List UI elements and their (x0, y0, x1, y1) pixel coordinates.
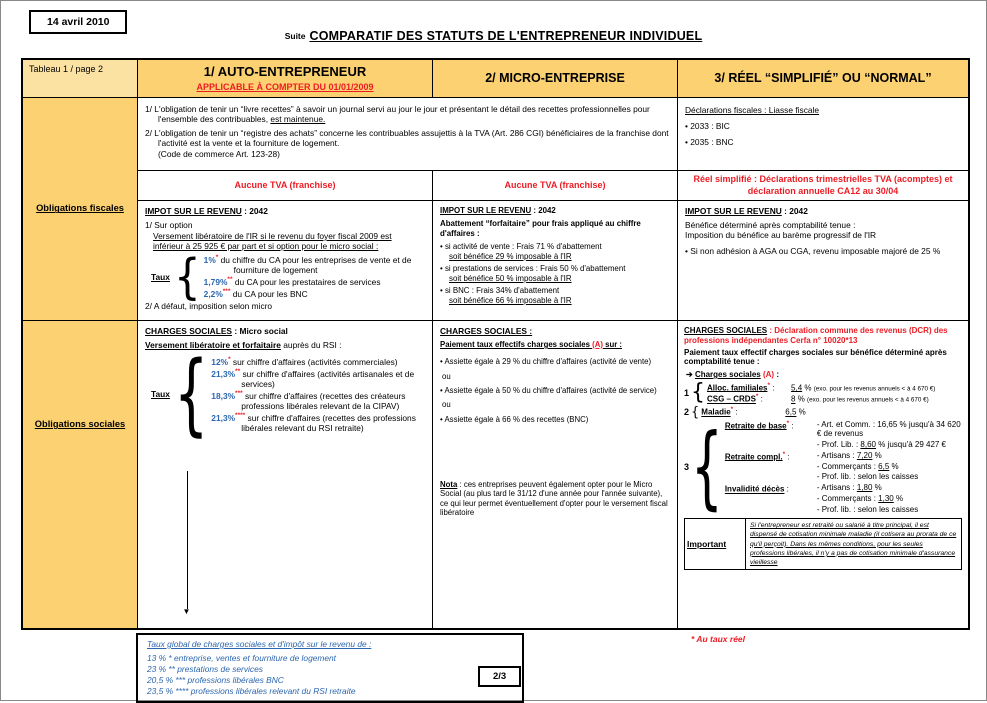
detail-line (817, 472, 962, 482)
impot-cell-micro (433, 201, 678, 321)
charge-value: 8 (791, 394, 796, 404)
asterisk-marker: * (215, 254, 219, 262)
fiscal-common-cell (138, 98, 678, 171)
taux-pct: 18,3% (211, 390, 236, 401)
assiette-item: • Assiette égale à 66 % des recettes (BNC) (440, 414, 589, 424)
impot2-heading-text: IMPOT SUR LE REVENU (440, 206, 532, 215)
item2-text: 2/ L'obligation de tenir un “registre des achats” concerne les contribuables assujettis à la TVA (Art. 286 CGI) bénéficiaires de la franchise dont l'activité est la vente et la fourniture de logement. (145, 128, 669, 149)
taux-pct: 1% (203, 255, 216, 266)
detail-underlined: 7,20 (856, 450, 873, 460)
comparison-table (21, 58, 970, 630)
impot3-line2: Imposition du bénéfice au barème progressif de l'IR (685, 230, 877, 241)
abattement-main: • si prestations de services : Frais 50 % d'abattement (440, 264, 626, 274)
retraite-compl-item (725, 451, 962, 483)
impot1-heading-text: IMPOT SUR LE REVENU (145, 206, 242, 216)
taux-text: du chiffre du CA pour les entreprises de vente et de fourniture de logement (220, 255, 412, 276)
global-rates-box (136, 633, 524, 703)
taux-pct: 2,2% (203, 288, 223, 299)
taux-item (204, 254, 422, 275)
title-prefix: Suite (284, 31, 306, 41)
detail-underlined: 1,80 (856, 483, 873, 493)
page-title: COMPARATIF DES STATUTS DE L'ENTREPRENEUR INDIVIDUEL (309, 29, 703, 43)
charge-details (817, 483, 962, 515)
charge-line (707, 393, 935, 404)
detail-text: - Prof. Lib. : (816, 440, 861, 450)
tva-text-micro: Aucune TVA (franchise) (504, 179, 606, 190)
asterisk-marker: ** (235, 368, 241, 376)
detail-post: % (872, 450, 882, 460)
charge-label: Invalidité décès (724, 484, 785, 494)
impot3-heading-suffix: : 2042 (781, 206, 808, 216)
detail-text: - Artisans : (816, 450, 857, 460)
detail-post: % (893, 493, 904, 503)
item1-text: 1/ L'obligation de tenir un “livre recettes” à savoir un journal servi au jour le jour et présentant le détail des recettes professionnelles pour l'ensemble des contribuables, (145, 104, 650, 125)
abattement-item (440, 264, 670, 283)
asterisk-marker: * (782, 450, 786, 458)
column-header-micro-entreprise (433, 60, 678, 98)
taux-text: sur chiffre d'affaires (activités artisanales et de services) (241, 368, 415, 389)
impot1-taux-group (151, 254, 425, 299)
assiette-item: • Assiette égale à 29 % du chiffre d'affaires (activité de vente) (440, 357, 652, 367)
charge-label: Alloc. familiales (707, 383, 768, 393)
detail-text: - Prof. lib. : selon les caisses (816, 504, 919, 514)
soc3-heading-text: CHARGES SOCIALES (684, 326, 768, 335)
taux-text: sur chiffre d'affaires (recettes des professions libérales relevant du RSI retraite) (241, 412, 416, 433)
taux-text: sur chiffre d'affaires (recettes des créateurs professions libérales relevant de la CIPAV) (241, 390, 406, 411)
detail-line (817, 505, 962, 515)
colon: : (785, 452, 790, 462)
document-title (1, 27, 986, 45)
impot3-line3: • Si non adhésion à AGA ou CGA, revenu imposable majoré de 25 % (685, 246, 941, 257)
impot2-heading-suffix: : 2042 (531, 206, 556, 215)
colon: : (733, 408, 738, 418)
abattement-sub: soit bénéfice 29 % imposable à l'IR (449, 251, 572, 261)
ou-separator: ou (442, 371, 451, 381)
col1-subtitle: APPLICABLE À COMPTER DU 01/01/2009 (196, 81, 374, 92)
soc3-heading (684, 326, 962, 346)
arrow-down-icon (187, 471, 188, 609)
detail-line (817, 440, 962, 450)
taux-text: du CA pour les BNC (232, 288, 308, 299)
impot2-heading (440, 206, 670, 215)
impot1-line3: 2/ A défaut, imposition selon micro (145, 301, 273, 312)
detail-underlined: 8,60 (860, 440, 876, 450)
taux-label: Taux (151, 389, 170, 400)
detail-text: - Prof. lib. : selon les caisses (816, 472, 919, 482)
asterisk-marker: ** (227, 276, 233, 284)
soc2-heading: CHARGES SOCIALES : (440, 326, 533, 336)
table-corner-cell (23, 60, 138, 98)
taux-item (211, 356, 425, 367)
charge-label-wrap (725, 451, 817, 483)
impot3-heading (685, 206, 961, 216)
soc1-line1-rest: auprès du RSI : (280, 340, 342, 351)
detail-line (817, 451, 962, 461)
soc2-nota (440, 480, 670, 517)
abattement-main: • si BNC : Frais 34% d'abattement (440, 286, 560, 296)
charge-label: CSG – CRDS (707, 394, 756, 404)
abattement-item (440, 286, 670, 305)
taux-pct: 1,79% (203, 277, 228, 288)
detail-post: % jusqu'à 29 427 € (875, 440, 947, 450)
soc3-charges-line (686, 370, 962, 380)
asterisk-marker: **** (235, 411, 246, 419)
soc1-line1-underlined: Versement libératoire et forfaitaire (145, 340, 281, 351)
soc1-heading-suffix: : Micro social (232, 326, 288, 336)
left-brace-icon (174, 253, 201, 301)
item1-underlined: est maintenue. (270, 114, 326, 125)
global-rate-line: 23,5 % **** professions libérales relevant du RSI retraite (147, 685, 356, 696)
abattement-sub: soit bénéfice 66 % imposable à l'IR (449, 295, 572, 305)
obligations-fiscales-label: Obligations fiscales (36, 203, 124, 214)
colon: : (784, 484, 789, 494)
corner-label: Tableau 1 / page 2 (29, 64, 104, 74)
charge-unit: % (796, 408, 806, 418)
column-header-auto-entrepreneur (138, 60, 433, 98)
detail-line (817, 494, 962, 504)
soc2-marker-a: (A) (592, 340, 603, 350)
global-rate-line: 23 % ** prestations de services (147, 663, 263, 674)
charge-line (707, 382, 935, 393)
important-label: Important (687, 539, 727, 550)
tva-cell-reel (678, 171, 968, 201)
detail-text: - Commerçants : (816, 461, 879, 471)
group-number: 2 (684, 406, 690, 417)
tva-cell-auto (138, 171, 433, 201)
charge-details (817, 420, 962, 451)
impot-cell-reel (678, 201, 968, 321)
soc1-heading (145, 326, 425, 336)
col2-title: 2/ MICRO-ENTREPRISE (485, 71, 625, 85)
group-3 (684, 420, 962, 516)
taux-item (204, 288, 422, 299)
social-cell-auto (138, 321, 433, 628)
row-label-obligations-fiscales (23, 98, 138, 321)
declaration-bic: • 2033 : BIC (685, 121, 730, 132)
asterisk-marker: *** (222, 288, 231, 296)
soc1-taux-items (211, 356, 425, 433)
asterisk-marker: * (767, 381, 771, 389)
group-number: 3 (684, 461, 690, 472)
social-cell-reel (678, 321, 968, 628)
abattement-sub: soit bénéfice 50 % imposable à l'IR (449, 273, 572, 283)
left-brace-icon (174, 350, 208, 439)
impot3-line1: Bénéfice déterminé après comptabilité tenue : (685, 220, 856, 231)
fiscal-common-note: (Code de commerce Art. 123-28) (158, 149, 280, 160)
important-box (684, 518, 962, 570)
charge-value: 6,5 (785, 408, 797, 418)
soc1-heading-text: CHARGES SOCIALES (145, 326, 233, 336)
row-label-obligations-sociales (23, 321, 138, 628)
date-text: 14 avril 2010 (47, 16, 110, 28)
fiscal-declarations-cell (678, 98, 968, 171)
arrow-right-icon (686, 370, 695, 379)
charges-sociales-label: Charges sociales (694, 370, 761, 379)
obligations-sociales-label: Obligations sociales (34, 419, 126, 429)
detail-post: % (889, 461, 899, 471)
retraite-base-item (725, 420, 962, 451)
soc2-intro-rest: sur : (602, 340, 622, 350)
impot3-heading-text: IMPOT SUR LE REVENU (685, 206, 782, 216)
important-text: Si l'entrepreneur est retraité ou salarié à titre principal, il est dispensé de cotisation minimale maladie (il cotisera au prorata de ce qu'il perçoit). Dans les mêmes conditions, pour les seules professions libérales, il n'y a pas de cotisation minimale d'assurance vieillesse (745, 519, 961, 569)
declarations-heading: Déclarations fiscales : Liasse fiscale (685, 105, 820, 115)
group-1-lines (707, 382, 935, 405)
exo-note: (exo. pour les revenus annuels < à 4 670 €) (813, 385, 936, 393)
tva-cell-micro (433, 171, 678, 201)
detail-line (817, 483, 962, 493)
colon: : (770, 383, 775, 393)
taux-item (204, 276, 422, 287)
taux-item (211, 390, 425, 411)
nota-text: : ces entreprises peuvent également opter pour le Micro Social (au plus tard le 31/12 d'une année pour l'année suivante), ce qui leur permet éventuellement d'opter pour le versement fiscal libératoire (440, 480, 668, 518)
col1-title: 1/ AUTO-ENTREPRENEUR (203, 64, 367, 80)
charge-label-wrap (725, 420, 817, 451)
important-label-wrap (685, 519, 745, 569)
impot1-line1: 1/ Sur option (145, 220, 193, 231)
ou-separator: ou (442, 400, 451, 410)
detail-post: % (872, 483, 882, 493)
taux-pct: 12% (211, 356, 229, 367)
page-number: 2/3 (493, 671, 507, 682)
charge-label-wrap (725, 483, 817, 515)
impot-cell-auto (138, 201, 433, 321)
soc3-intro: Paiement taux effectif charges sociales sur bénéfice déterminé après comptabilité tenue : (684, 347, 947, 367)
detail-underlined: 6,5 (878, 461, 890, 471)
impot1-heading (145, 206, 425, 216)
fiscal-common-item2 (145, 128, 670, 148)
tva-text-auto: Aucune TVA (franchise) (234, 179, 336, 190)
invalidite-deces-item (725, 483, 962, 515)
taux-pct: 21,3% (211, 368, 236, 379)
soc3-heading-red: : Déclaration commune des revenus (DCR) des professions indépendantes Cerfa n° 10020*13 (684, 326, 948, 345)
charge-unit: % (795, 394, 808, 404)
tva-text-reel: Réel simplifié : Déclarations trimestrielles TVA (acomptes) et déclaration annuelle CA12 au 30/04 (693, 174, 953, 196)
abattement-item (440, 242, 670, 261)
taux-item (211, 368, 425, 389)
charge-value: 5,4 (791, 383, 803, 393)
social-cell-micro (433, 321, 678, 628)
global-rate-line: 13 % * entreprise, ventes et fourniture de logement (147, 652, 337, 663)
group-1 (684, 382, 962, 405)
asterisk-marker: * (228, 356, 231, 364)
detail-text: - Artisans : (816, 483, 857, 493)
charge-label: Retraite de base (724, 421, 787, 431)
page-number-box (478, 666, 521, 687)
detail-line (817, 420, 962, 440)
asterisk-marker: * (786, 419, 790, 427)
left-brace-icon (691, 422, 723, 512)
detail-text: - Commerçants : (816, 493, 879, 503)
declaration-bnc: • 2035 : BNC (685, 137, 734, 148)
asterisk-marker: * (755, 393, 759, 401)
soc1-taux-group (151, 356, 425, 433)
nota-label: Nota (440, 480, 458, 490)
charge-label: Retraite compl. (724, 452, 783, 462)
charge-unit: % (802, 383, 814, 393)
fiscal-common-item1 (145, 104, 670, 124)
col3-title: 3/ RÉEL “SIMPLIFIÉ” OU “NORMAL” (714, 71, 932, 85)
colon: : (774, 370, 779, 379)
impot1-taux-items (204, 254, 422, 299)
left-brace-icon (691, 382, 705, 404)
asterisk-marker: * (730, 406, 734, 414)
group-2 (684, 406, 962, 419)
colon: : (758, 394, 763, 404)
colon: : (789, 421, 794, 431)
exo-note: (exo. pour les revenus annuels < à 4 670 €) (807, 396, 929, 404)
soc2-intro (440, 340, 670, 349)
assiette-item: • Assiette égale à 50 % du chiffre d'affaires (activité de service) (440, 386, 657, 396)
taux-item (211, 412, 425, 433)
global-rate-line: 20,5 % *** professions libérales BNC (147, 674, 284, 685)
asterisk-marker: *** (235, 389, 243, 397)
impot1-line2: Versement libératoire de l'IR si le revenu du foyer fiscal 2009 est inférieur à 25 925 € par part et si option pour le micro social : (153, 231, 392, 252)
charge-label: Maladie (701, 408, 731, 418)
global-rates-title: Taux global de charges sociales et d'impôt sur le revenu de : (147, 639, 372, 649)
taux-text: du CA pour les prestataires de services (234, 277, 381, 288)
group-3-lines (725, 420, 962, 516)
au-taux-reel-note: * Au taux réel (691, 634, 746, 644)
marker-a: (A) (762, 370, 775, 379)
abattement-main: • si activité de vente : Frais 71 % d'abattement (440, 242, 602, 252)
detail-underlined: 1,30 (878, 493, 894, 503)
detail-line (817, 462, 962, 472)
impot2-intro: Abattement “forfaitaire” pour frais appliqué au chiffre d'affaires : (440, 219, 641, 238)
impot1-heading-suffix: : 2042 (241, 206, 268, 216)
group-number: 1 (684, 387, 690, 398)
column-header-reel (678, 60, 968, 98)
charge-details (817, 451, 962, 483)
taux-text: sur chiffre d'affaires (activités commerciales) (232, 356, 398, 367)
taux-label: Taux (151, 271, 170, 282)
taux-pct: 21,3% (211, 412, 236, 423)
soc2-intro-underlined: Paiement taux effectifs charges sociales (440, 340, 593, 350)
detail-text: - Art. et Comm. : 16,65 % jusqu'à 34 620 € de revenus (816, 419, 961, 439)
